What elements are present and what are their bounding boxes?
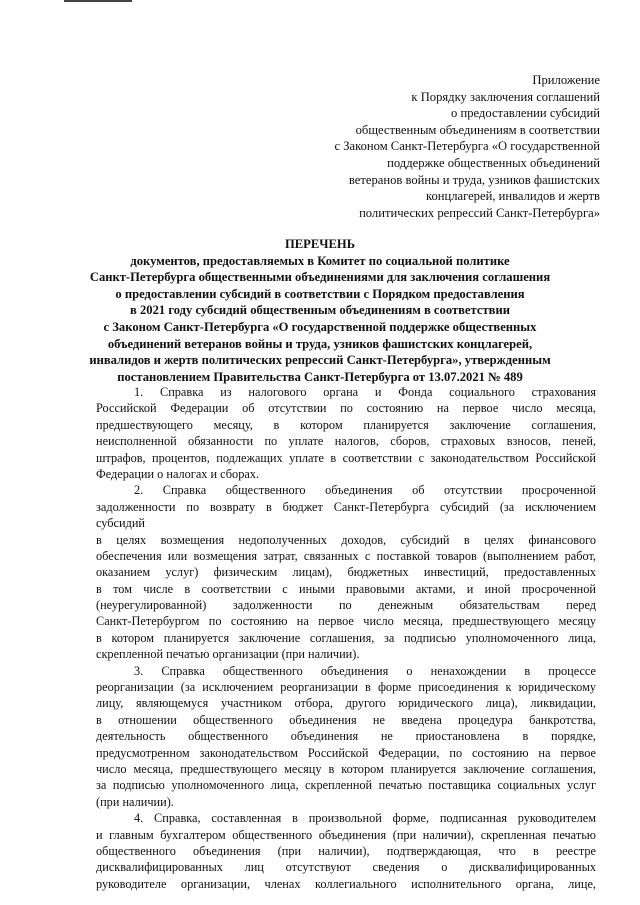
title-line: объединений ветеранов войны и труда, узников фашистских концлагерей, [107,336,533,351]
body-line: Санкт-Петербургом по состоянию на первое число месяца, предшествующего месяцу [96,614,596,629]
title-line: документов, предоставляемых в Комитет по социальной политике [130,253,510,268]
body-line: 2. Справка общественного объединения об отсутствии просроченной [134,483,596,498]
body-line: Российской Федерации об отсутствии по состоянию на первое число месяца, [96,401,596,416]
body-line: предусмотренном законодательством Российской Федерации, по состоянию на первое [96,745,596,760]
document-body [96,384,596,892]
body-line: Федерации о налогах и сборах. [96,466,260,481]
body-line: оказанием услуг) физическим лицам), бюджетных инвестиций, предоставленных [96,565,596,580]
body-line: лицу, являющемуся участником отбора, другого юридического лица), ликвидации, [96,696,596,711]
body-line: штрафов, процентов, подлежащих уплате в соответствии с законодательством Российской [96,450,596,465]
appendix-line: политических репрессий Санкт-Петербурга» [359,205,600,220]
appendix-line: ветеранов войны и труда, узников фашистских [348,172,600,187]
body-line: и главным бухгалтером общественного объединения (при наличии), скрепленная печатью [96,827,596,842]
body-line: за подписью уполномоченного лица, скрепленной печатью поставщика социальных услуг [96,778,596,793]
title-heading: ПЕРЕЧЕНЬ [284,237,356,251]
body-line: задолженности по возврату в бюджет Санкт-Петербурга субсидий (за исключением [96,499,596,514]
body-line: в отношении общественного объединения не введена процедура банкротства, [96,712,596,727]
body-line: деятельность общественного объединения не приостановлена в порядке, [96,729,596,744]
body-line: 1. Справка из налогового органа и Фонда социального страхования [134,385,596,399]
body-line: общественного объединения (при наличии), подтверждающая, что в реестре [96,843,596,858]
appendix-line: с Законом Санкт-Петербурга «О государственной [334,139,600,154]
body-line: руководителе организации, членах коллегиального исполнительного органа, лице, [96,876,596,891]
title-line: постановлением Правительства Санкт-Петербурга от 13.07.2021 № 489 [117,369,523,384]
body-line: 3. Справка общественного объединения о ненахождении в процессе [134,663,596,678]
body-line: реорганизации (за исключением реорганизации в форме присоединения к юридическому [96,680,596,695]
title-line: в 2021 году субсидий общественным объединениям в соответствии [130,303,510,318]
body-line: скрепленной печатью организации (при наличии). [96,647,360,662]
body-line: обеспечения или возмещения затрат, связанных с поставкой товаров (выполнением работ, [96,548,596,563]
body-line: неисполненной обязанности по уплате налогов, сборов, страховых взносов, пеней, [96,434,596,449]
title-line: с Законом Санкт-Петербурга «О государственной поддержке общественных [103,319,537,334]
body-line: число месяца, предшествующего месяцу в котором планируется заключение соглашения, [96,761,596,776]
title-line: Санкт-Петербурга общественными объединениями для заключения соглашения [89,270,551,285]
appendix-line: о предоставлении субсидий [451,106,600,121]
appendix-header [334,72,600,221]
title-line: инвалидов и жертв политических репрессий Санкт-Петербурга», утвержденным [89,353,551,368]
body-line: (при наличии). [96,794,174,809]
appendix-line: к Порядку заключения соглашений [411,89,600,104]
appendix-line: концлагерей, инвалидов и жертв [425,189,600,204]
appendix-line: Приложение [532,73,600,87]
body-line: предшествующего месяцу, в котором планируется заключение соглашения, [96,417,596,432]
body-line: в том числе в соответствии с иными правовыми актами, и иной просроченной [96,581,596,596]
scan-mark [64,0,132,2]
title-line: о предоставлении субсидий в соответствии с Порядком предоставления [115,286,525,301]
body-line: дисквалифицированных лиц отсутствуют сведения о дисквалифицированных [96,860,596,875]
body-line: в котором планируется заключение соглашения, за подписью уполномоченного лица, [96,630,596,645]
appendix-line: поддержке общественных объединений [387,155,600,170]
body-line: 4. Справка, составленная в произвольной форме, подписанная руководителем [134,811,596,826]
body-line: (неурегулированной) задолженности по денежным обязательствам перед [96,598,596,613]
body-line: в целях возмещения недополученных доходов, субсидий в целях финансового [96,532,596,547]
appendix-line: общественным объединениям в соответствии [355,122,600,137]
body-line: субсидий [96,516,145,531]
document-title [60,236,580,385]
